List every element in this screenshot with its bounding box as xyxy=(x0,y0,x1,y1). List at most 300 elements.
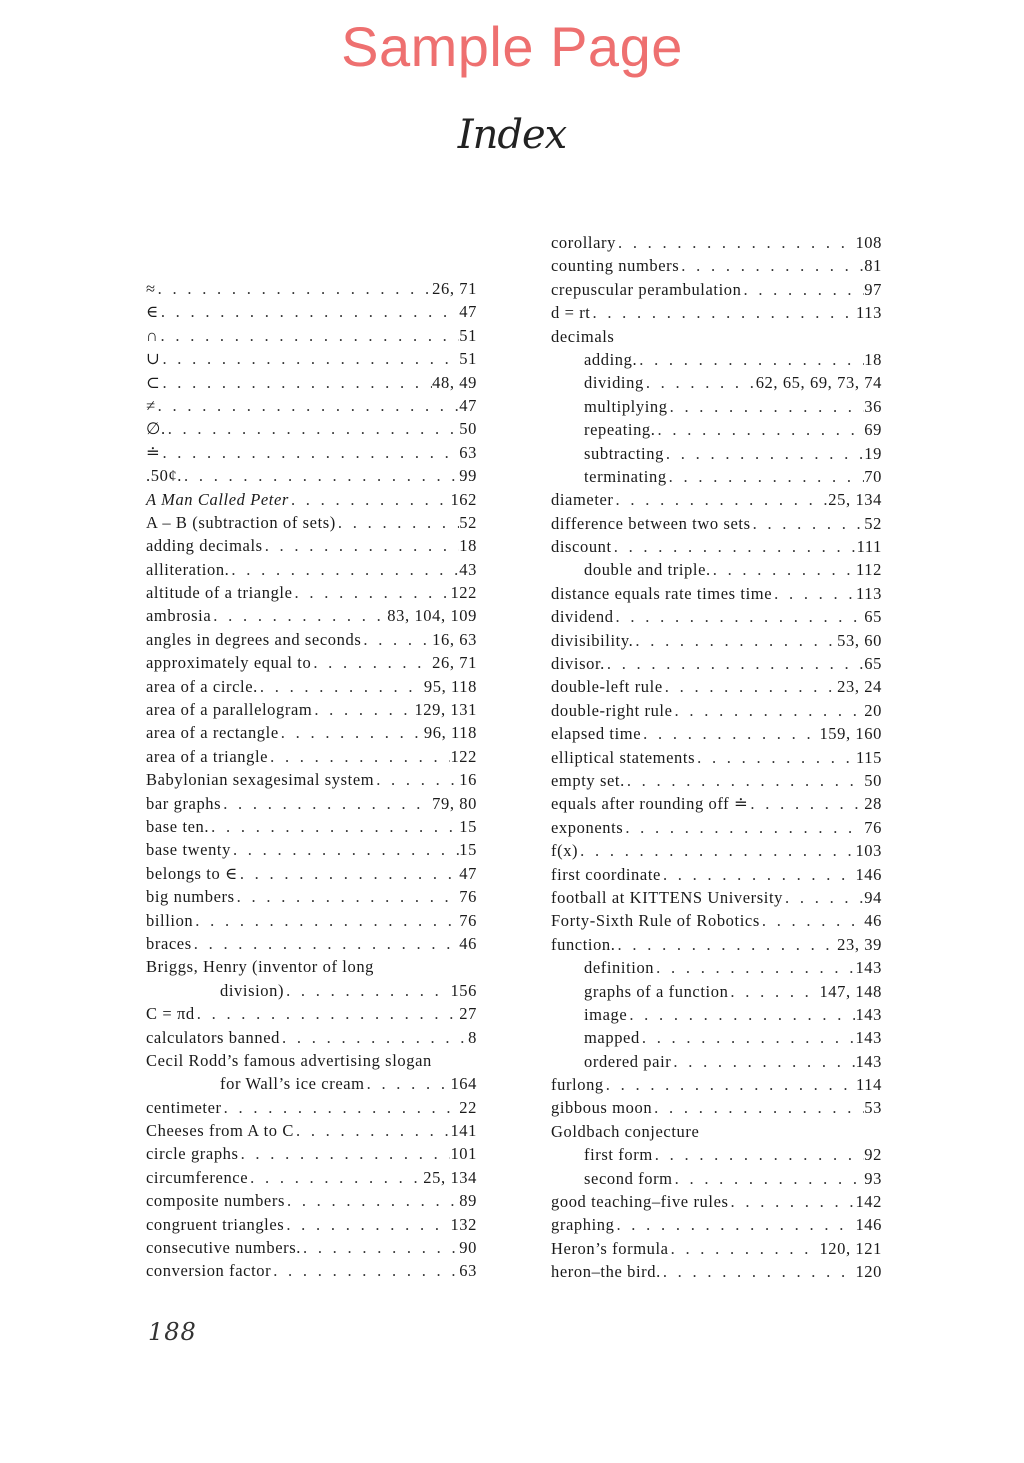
entry-pages: 16 xyxy=(459,770,477,790)
entry-pages: 25, 134 xyxy=(423,1167,477,1187)
dot-leader xyxy=(612,537,857,557)
entry-term: dividing xyxy=(584,373,644,393)
index-entry xyxy=(551,537,882,560)
entry-term: conversion factor xyxy=(146,1261,272,1281)
entry-pages: 52 xyxy=(459,512,477,532)
index-entry xyxy=(146,840,477,863)
dot-leader xyxy=(590,303,856,323)
entry-term: ≠ xyxy=(146,395,156,415)
entry-term: Cheeses from A to C xyxy=(146,1121,294,1141)
dot-leader xyxy=(229,560,459,580)
entry-term: corollary xyxy=(551,233,616,252)
index-entry xyxy=(146,817,477,840)
entry-term: second form xyxy=(584,1168,673,1188)
sample-page-watermark: Sample Page xyxy=(341,15,683,78)
dot-leader xyxy=(222,1098,460,1118)
entry-term: for Wall’s ice cream xyxy=(220,1074,365,1094)
entry-term: discount xyxy=(551,537,612,557)
entry-term: image xyxy=(584,1004,628,1024)
dot-leader xyxy=(625,771,864,791)
entry-term: ⊂ xyxy=(146,372,161,392)
entry-pages: 114 xyxy=(856,1075,882,1095)
entry-term: ∪ xyxy=(146,349,161,369)
entry-pages: 53 xyxy=(864,1098,882,1118)
entry-term: division) xyxy=(220,980,285,1000)
index-entry xyxy=(146,1121,477,1144)
index-entry xyxy=(146,1074,477,1097)
dot-leader xyxy=(605,654,864,674)
dot-leader xyxy=(156,396,460,416)
entry-term: centimeter xyxy=(146,1097,222,1117)
index-subentry xyxy=(551,1005,882,1028)
dot-leader xyxy=(284,1215,450,1235)
dot-leader xyxy=(616,935,838,955)
entry-term: exponents xyxy=(551,817,624,837)
index-entry xyxy=(146,466,477,489)
entry-pages: 132 xyxy=(450,1214,477,1234)
dot-leader xyxy=(160,373,432,393)
dot-leader xyxy=(614,1215,855,1235)
index-entry xyxy=(146,279,477,302)
dot-leader xyxy=(268,747,450,767)
dot-leader xyxy=(211,606,387,626)
entry-term: double-left rule xyxy=(551,677,663,697)
entry-pages: 143 xyxy=(855,958,882,978)
entry-term: elapsed time xyxy=(551,724,642,744)
dot-leader xyxy=(238,864,459,884)
entry-term: circumference xyxy=(146,1167,249,1187)
dot-leader xyxy=(637,350,864,370)
entry-pages: 69 xyxy=(864,420,882,440)
entry-term: Forty-Sixth Rule of Robotics xyxy=(551,911,760,931)
index-entry xyxy=(551,654,882,677)
dot-leader xyxy=(664,444,864,464)
index-entry xyxy=(551,514,882,537)
entry-term: divisor. xyxy=(551,654,605,674)
entry-pages: 159, 160 xyxy=(819,724,882,744)
dot-leader xyxy=(711,560,856,580)
index-entry xyxy=(551,771,882,794)
dot-leader xyxy=(285,1191,459,1211)
index-subentry xyxy=(551,1169,882,1192)
entry-pages: 122 xyxy=(450,746,477,766)
entry-term: crepuscular perambulation xyxy=(551,279,742,299)
index-subentry xyxy=(551,958,882,981)
index-entry xyxy=(146,1261,477,1284)
entry-term: d = rt xyxy=(551,303,591,323)
entry-pages: 36 xyxy=(864,396,882,416)
dot-leader xyxy=(231,840,459,860)
index-subentry xyxy=(551,982,882,1005)
entry-pages: 28 xyxy=(864,794,882,814)
entry-term: furlong xyxy=(551,1075,604,1095)
entry-term: double-right rule xyxy=(551,700,673,720)
dot-leader xyxy=(663,677,837,697)
entry-pages: 113 xyxy=(856,303,882,323)
dot-leader xyxy=(661,865,856,885)
index-entry xyxy=(551,1239,882,1262)
index-subentry xyxy=(551,560,882,583)
entry-term: base ten. xyxy=(146,816,210,836)
entry-pages: 94 xyxy=(864,887,882,907)
dot-leader xyxy=(640,1028,856,1048)
index-entry xyxy=(146,513,477,536)
index-entry xyxy=(146,747,477,770)
dot-leader xyxy=(673,701,865,721)
entry-pages: 79, 80 xyxy=(432,793,477,813)
index-entry xyxy=(146,794,477,817)
dot-leader xyxy=(193,911,459,931)
page-number: 188 xyxy=(148,1318,197,1346)
dot-leader xyxy=(671,1052,855,1072)
entry-pages: 63 xyxy=(459,1261,477,1281)
index-entry xyxy=(146,864,477,887)
dot-leader xyxy=(336,513,459,533)
dot-leader xyxy=(156,279,432,299)
index-entry xyxy=(146,583,477,606)
dot-leader xyxy=(271,1261,459,1281)
dot-leader xyxy=(284,981,450,1001)
index-entry xyxy=(551,748,882,771)
entry-term: altitude of a triangle xyxy=(146,583,293,603)
entry-pages: 112 xyxy=(856,560,882,580)
dot-leader xyxy=(728,982,819,1002)
entry-pages: 46 xyxy=(864,911,882,931)
entry-pages: 65 xyxy=(864,654,882,674)
entry-term: bar graphs xyxy=(146,793,222,813)
index-entry xyxy=(146,1168,477,1191)
entry-term: approximately equal to xyxy=(146,653,312,673)
index-entry xyxy=(551,701,882,724)
dot-leader xyxy=(661,1262,856,1282)
entry-pages: 147, 148 xyxy=(819,981,882,1001)
dot-leader xyxy=(258,677,424,697)
dot-leader xyxy=(760,911,864,931)
dot-leader xyxy=(578,841,855,861)
entry-term: counting numbers xyxy=(551,256,680,276)
index-entry xyxy=(146,606,477,629)
entry-pages: 129, 131 xyxy=(414,700,477,720)
entry-pages: 76 xyxy=(459,910,477,930)
entry-term: double and triple. xyxy=(584,560,711,580)
entry-pages: 146 xyxy=(855,864,882,884)
index-entry xyxy=(146,723,477,746)
index-title: Index xyxy=(457,112,567,158)
dot-leader xyxy=(248,1168,423,1188)
index-heading: decimals xyxy=(551,326,615,346)
entry-pages: 97 xyxy=(864,279,882,299)
entry-term: adding. xyxy=(584,349,638,369)
entry-term: gibbous moon xyxy=(551,1098,653,1118)
entry-pages: 83, 104, 109 xyxy=(387,606,477,626)
entry-term: billion xyxy=(146,910,194,930)
index-entry xyxy=(146,396,477,419)
dot-leader xyxy=(729,1192,856,1212)
entry-term: subtracting xyxy=(584,443,664,463)
entry-term: first coordinate xyxy=(551,864,661,884)
index-entry xyxy=(551,490,882,513)
index-entry xyxy=(146,536,477,559)
dot-leader xyxy=(280,1028,468,1048)
entry-pages: 48, 49 xyxy=(432,372,477,392)
entry-pages: 25, 134 xyxy=(828,490,882,510)
entry-pages: 63 xyxy=(459,442,477,462)
index-entry xyxy=(551,677,882,700)
dot-leader xyxy=(195,1004,460,1024)
entry-pages: 22 xyxy=(459,1097,477,1117)
entry-pages: 51 xyxy=(459,349,477,369)
entry-pages: 76 xyxy=(864,817,882,837)
dot-leader xyxy=(160,443,459,463)
entry-term: empty set. xyxy=(551,770,625,790)
entry-term: Heron’s formula xyxy=(551,1238,669,1258)
entry-term: distance equals rate times time xyxy=(551,583,773,603)
dot-leader xyxy=(221,794,432,814)
dot-leader xyxy=(301,1238,459,1258)
dot-leader xyxy=(783,888,864,908)
entry-term: .50¢. xyxy=(146,466,182,486)
index-entry xyxy=(146,1098,477,1121)
entry-term: repeating. xyxy=(584,420,656,440)
index-entry xyxy=(146,443,477,466)
dot-leader xyxy=(182,466,459,486)
index-entry xyxy=(551,280,882,303)
entry-pages: 23, 39 xyxy=(837,934,882,954)
index-entry xyxy=(146,1238,477,1261)
entry-term: belongs to ∈ xyxy=(146,863,238,883)
entry-term: braces xyxy=(146,933,192,953)
dot-leader xyxy=(741,280,864,300)
entry-pages: 141 xyxy=(450,1121,477,1141)
index-entry xyxy=(146,302,477,325)
entry-pages: 62, 65, 69, 73, 74 xyxy=(755,373,882,393)
entry-term: adding decimals xyxy=(146,536,263,556)
entry-pages: 143 xyxy=(855,1051,882,1071)
entry-term: congruent triangles xyxy=(146,1214,285,1234)
dot-leader xyxy=(192,934,460,954)
entry-term: heron–the bird. xyxy=(551,1262,661,1282)
entry-pages: 120 xyxy=(855,1262,882,1282)
entry-term: big numbers xyxy=(146,887,235,907)
entry-pages: 164 xyxy=(450,1074,477,1094)
index-column-right xyxy=(551,233,882,1286)
dot-leader xyxy=(166,419,460,439)
entry-term: definition xyxy=(584,958,655,978)
entry-pages: 43 xyxy=(459,559,477,579)
index-entry xyxy=(551,584,882,607)
entry-pages: 99 xyxy=(459,466,477,486)
entry-term: composite numbers xyxy=(146,1191,285,1211)
index-entry xyxy=(146,981,477,1004)
dot-leader xyxy=(159,302,459,322)
entry-pages: 18 xyxy=(864,349,882,369)
entry-term: area of a circle. xyxy=(146,676,258,696)
entry-pages: 108 xyxy=(855,233,882,252)
dot-leader xyxy=(652,1098,864,1118)
entry-pages: 51 xyxy=(459,325,477,345)
index-subentry xyxy=(551,1052,882,1075)
dot-leader xyxy=(673,1169,865,1189)
index-entry xyxy=(146,490,477,513)
dot-leader xyxy=(293,583,451,603)
index-entry xyxy=(551,794,882,817)
entry-pages: 15 xyxy=(459,816,477,836)
entry-pages: 162 xyxy=(450,489,477,509)
index-entry xyxy=(551,631,882,654)
entry-pages: 143 xyxy=(855,1004,882,1024)
entry-term: area of a triangle xyxy=(146,746,269,766)
dot-leader xyxy=(239,1144,451,1164)
entry-term: elliptical statements xyxy=(551,747,696,767)
entry-term: f(x) xyxy=(551,841,579,861)
entry-pages: 122 xyxy=(450,583,477,603)
dot-leader xyxy=(616,233,855,253)
index-entry xyxy=(146,677,477,700)
dot-leader xyxy=(312,700,414,720)
entry-term: first form xyxy=(584,1145,653,1165)
entry-term: circle graphs xyxy=(146,1144,239,1164)
index-entry xyxy=(551,1192,882,1215)
index-entry xyxy=(146,630,477,653)
entry-term: C = πd xyxy=(146,1004,195,1024)
index-entry xyxy=(146,373,477,396)
dot-leader xyxy=(235,887,460,907)
entry-term: equals after rounding off ≐ xyxy=(551,794,749,814)
entry-pages: 115 xyxy=(856,747,882,767)
dot-leader xyxy=(361,630,432,650)
dot-leader xyxy=(294,1121,450,1141)
entry-term: ≐ xyxy=(146,442,161,462)
entry-term: ∈ xyxy=(146,302,159,322)
entry-pages: 156 xyxy=(450,980,477,1000)
entry-term: difference between two sets xyxy=(551,513,751,533)
entry-pages: 8 xyxy=(468,1027,477,1047)
entry-pages: 142 xyxy=(855,1192,882,1212)
entry-pages: 76 xyxy=(459,887,477,907)
dot-leader xyxy=(623,818,864,838)
index-entry xyxy=(551,935,882,958)
entry-pages: 143 xyxy=(855,1028,882,1048)
entry-pages: 26, 71 xyxy=(432,653,477,673)
dot-leader xyxy=(667,467,865,487)
entry-pages: 111 xyxy=(856,537,882,557)
entry-pages: 101 xyxy=(450,1144,477,1164)
index-entry xyxy=(146,1215,477,1238)
entry-term: diameter xyxy=(551,490,614,510)
entry-term: function. xyxy=(551,934,616,954)
entry-pages: 19 xyxy=(864,443,882,463)
entry-term: alliteration. xyxy=(146,559,230,579)
index-subentry xyxy=(551,444,882,467)
entry-term: dividend xyxy=(551,607,614,627)
dot-leader xyxy=(160,349,459,369)
dot-leader xyxy=(656,420,865,440)
entry-pages: 146 xyxy=(855,1215,882,1235)
entry-pages: 65 xyxy=(864,607,882,627)
index-entry xyxy=(146,1028,477,1051)
index-subentry xyxy=(551,350,882,373)
entry-term: graphing xyxy=(551,1215,615,1235)
entry-pages: 47 xyxy=(459,863,477,883)
entry-pages: 96, 118 xyxy=(423,723,477,743)
index-entry xyxy=(146,700,477,723)
entry-pages: 92 xyxy=(864,1145,882,1165)
entry-pages: 95, 118 xyxy=(423,676,477,696)
entry-pages: 50 xyxy=(864,770,882,790)
entry-term: Babylonian sexagesimal system xyxy=(146,770,375,790)
dot-leader xyxy=(668,397,865,417)
entry-pages: 47 xyxy=(459,302,477,322)
dot-leader xyxy=(311,653,432,673)
dot-leader xyxy=(669,1239,820,1259)
entry-term: ∩ xyxy=(146,325,159,345)
index-entry xyxy=(551,233,882,256)
dot-leader xyxy=(644,373,756,393)
dot-leader xyxy=(209,817,459,837)
index-column-left xyxy=(146,279,477,1285)
entry-pages: 16, 63 xyxy=(432,629,477,649)
entry-term: base twenty xyxy=(146,840,231,860)
entry-term: multiplying xyxy=(584,396,668,416)
dot-leader xyxy=(365,1074,451,1094)
entry-term: consecutive numbers. xyxy=(146,1238,301,1258)
index-subentry xyxy=(551,373,882,396)
entry-pages: 90 xyxy=(459,1238,477,1258)
index-entry xyxy=(551,1075,882,1098)
entry-pages: 46 xyxy=(459,933,477,953)
index-entry xyxy=(551,607,882,630)
index-entry xyxy=(146,1004,477,1027)
entry-term: divisibility. xyxy=(551,630,634,650)
entry-pages: 113 xyxy=(856,583,882,603)
entry-pages: 20 xyxy=(864,700,882,720)
dot-leader xyxy=(641,724,819,744)
entry-pages: 81 xyxy=(864,256,882,276)
entry-term: angles in degrees and seconds xyxy=(146,629,362,649)
entry-term: area of a parallelogram xyxy=(146,700,313,720)
index-heading: Goldbach conjecture xyxy=(551,1121,700,1141)
index-entry xyxy=(551,303,882,326)
entry-pages: 70 xyxy=(864,466,882,486)
dot-leader xyxy=(654,958,855,978)
index-entry xyxy=(146,887,477,910)
dot-leader xyxy=(695,748,856,768)
index-entry xyxy=(551,841,882,864)
entry-pages: 93 xyxy=(864,1168,882,1188)
index-heading: Briggs, Henry (inventor of long xyxy=(146,957,375,977)
index-subentry xyxy=(551,467,882,490)
dot-leader xyxy=(653,1145,865,1165)
index-entry xyxy=(551,1098,882,1121)
entry-term: football at KITTENS University xyxy=(551,887,784,907)
dot-leader xyxy=(614,490,829,510)
index-entry xyxy=(551,888,882,911)
entry-term: ambrosia xyxy=(146,606,212,626)
entry-term: good teaching–five rules xyxy=(551,1192,729,1212)
entry-pages: 103 xyxy=(855,841,882,861)
dot-leader xyxy=(263,536,460,556)
entry-term: ≈ xyxy=(146,279,156,298)
dot-leader xyxy=(679,256,864,276)
index-entry xyxy=(551,1215,882,1238)
index-entry xyxy=(146,653,477,676)
dot-leader xyxy=(604,1075,856,1095)
index-entry xyxy=(551,256,882,279)
dot-leader xyxy=(627,1005,855,1025)
entry-pages: 50 xyxy=(459,419,477,439)
dot-leader xyxy=(279,723,424,743)
entry-term: calculators banned xyxy=(146,1027,281,1047)
